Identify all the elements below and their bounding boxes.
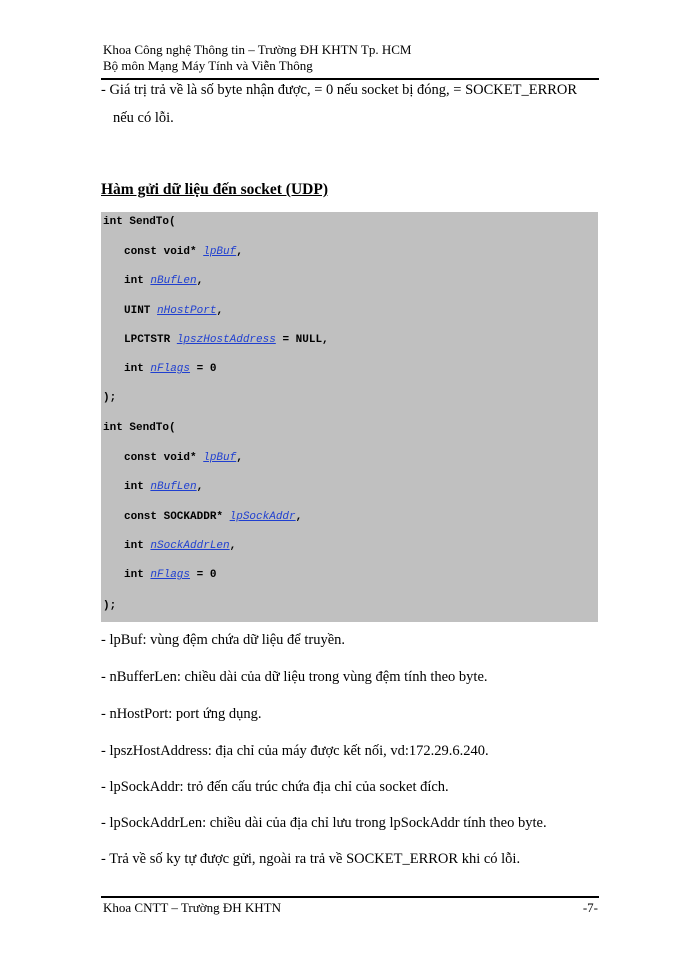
param-nsockaddrlen: nSockAddrLen: [150, 540, 230, 552]
header-faculty: Khoa Công nghệ Thông tin – Trường ĐH KHTN Tp. HCM: [103, 42, 412, 57]
param-nbuflen: nBufLen: [150, 481, 197, 493]
param-nbuflen: nBufLen: [150, 275, 197, 287]
section-title: Hàm gửi dữ liệu đến socket (UDP): [101, 181, 328, 198]
footer-rule: [101, 896, 599, 898]
desc-item-return: - Trả về số ky tự được gửi, ngoài ra trả về SOCKET_ERROR khi có lỗi.: [101, 851, 521, 867]
code-sig2-open: int SendTo(: [103, 422, 176, 434]
code-sig1-param-5: int nFlags = 0: [124, 363, 217, 375]
param-lpbuf: lpBuf: [203, 246, 237, 258]
desc-item-lpsockaddr: - lpSockAddr: trỏ đến cấu trúc chứa địa chỉ của socket đích.: [101, 779, 449, 795]
code-sig2-param-4: int nSockAddrLen,: [124, 540, 237, 552]
code-sig2-param-1: const void* lpBuf,: [124, 452, 243, 464]
intro-paragraph: [101, 80, 601, 128]
desc-item-nhostport: - nHostPort: port ứng dụng.: [101, 706, 262, 722]
footer-faculty: Khoa CNTT – Trường ĐH KHTN: [103, 900, 281, 915]
param-lpszhostaddress: lpszHostAddress: [176, 334, 276, 346]
code-block: [101, 212, 598, 622]
param-nflags: nFlags: [150, 569, 191, 581]
code-sig1-close: );: [103, 392, 117, 404]
code-sig1-open: int SendTo(: [103, 216, 176, 228]
code-sig2-param-2: int nBufLen,: [124, 481, 204, 493]
param-lpbuf: lpBuf: [203, 452, 237, 464]
desc-item-nbufferlen: - nBufferLen: chiều dài của dữ liệu trong vùng đệm tính theo byte.: [101, 669, 488, 685]
code-sig2-close: );: [103, 600, 117, 612]
desc-item-lpsockaddrlen: - lpSockAddrLen: chiều dài của địa chỉ lưu trong lpSockAddr tính theo byte.: [101, 815, 547, 831]
code-sig1-param-4: LPCTSTR lpszHostAddress = NULL,: [124, 334, 329, 346]
desc-item-lpbuf: - lpBuf: vùng đệm chứa dữ liệu để truyền.: [101, 632, 346, 648]
param-lpsockaddr: lpSockAddr: [229, 511, 296, 523]
intro-line-2: nếu có lỗi.: [113, 110, 174, 126]
code-sig1-param-2: int nBufLen,: [124, 275, 204, 287]
param-nflags: nFlags: [150, 363, 191, 375]
param-nhostport: nHostPort: [157, 305, 217, 317]
page-header: [103, 42, 598, 74]
header-department: Bộ môn Mạng Máy Tính và Viễn Thông: [103, 58, 313, 73]
code-sig1-param-1: const void* lpBuf,: [124, 246, 243, 258]
page-number: -7-: [582, 900, 598, 915]
code-sig2-param-3: const SOCKADDR* lpSockAddr,: [124, 511, 303, 523]
desc-item-lpszhostaddress: - lpszHostAddress: địa chỉ của máy được kết nối, vd:172.29.6.240.: [101, 743, 489, 759]
intro-line-1: - Giá trị trả về là số byte nhận được, = 0 nếu socket bị đóng, = SOCKET_ERROR: [101, 82, 578, 98]
code-sig1-param-3: UINT nHostPort,: [124, 305, 224, 317]
code-sig2-param-5: int nFlags = 0: [124, 569, 217, 581]
